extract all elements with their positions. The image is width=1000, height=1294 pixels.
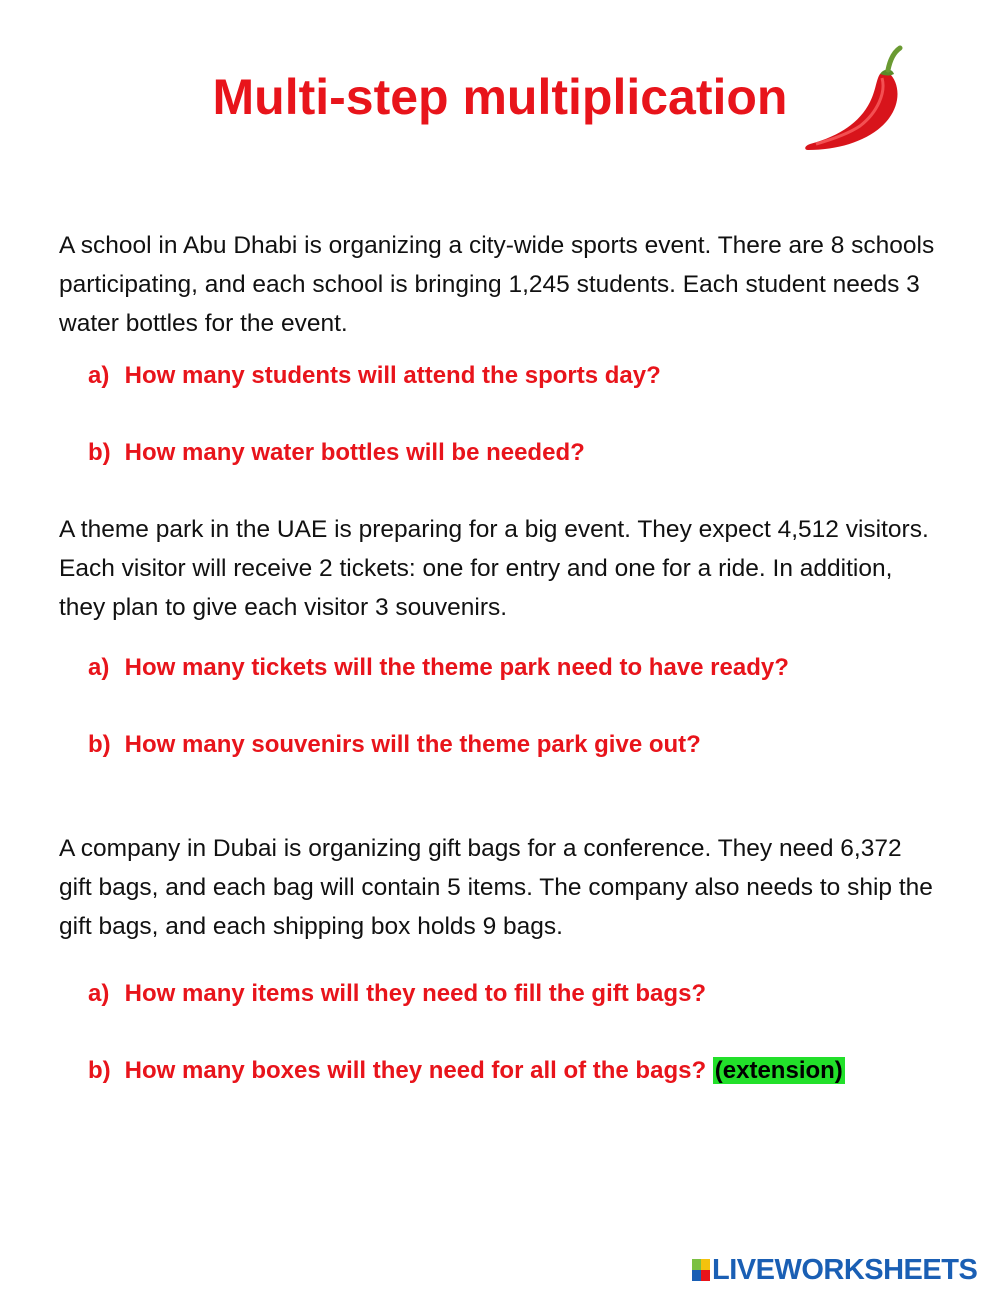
question-text: How many boxes will they need for all of the bags? (124, 1057, 707, 1084)
problem-3-question-b (88, 1055, 845, 1087)
problem-1-question-a (88, 360, 661, 392)
question-text: How many souvenirs will the theme park give out? (124, 731, 701, 758)
extension-badge: (extension) (714, 1057, 843, 1084)
question-text: How many water bottles will be needed? (124, 439, 585, 466)
problem-2-question-a (88, 652, 789, 684)
question-label: b) (88, 1057, 111, 1084)
question-label: b) (88, 439, 111, 466)
question-label: a) (88, 980, 110, 1007)
liveworksheets-logo-icon (692, 1259, 710, 1281)
liveworksheets-logo (692, 1254, 977, 1286)
question-text: How many items will they need to fill the gift bags? (124, 980, 707, 1007)
problem-3-text: A company in Dubai is organizing gift bags for a conference. They need 6,372 gift bags, and each bag will contain 5 items. The company also needs to ship the gift bags, and each shipping box holds 9 bags. (59, 835, 933, 940)
title-text: Multi-step multiplication (212, 69, 788, 125)
question-label: b) (88, 731, 111, 758)
problem-2-question-b (88, 729, 701, 761)
brand-name: LIVEWORKSHEETS (712, 1253, 978, 1286)
problem-2-text: A theme park in the UAE is preparing for a big event. They expect 4,512 visitors. Each visitor will receive 2 tickets: one for entry and one for a ride. In addition, they plan to give each visitor 3 souvenirs. (59, 516, 929, 621)
chili-pepper-icon (800, 42, 908, 154)
problem-3-question-a (88, 978, 706, 1010)
question-label: a) (88, 654, 110, 681)
question-label: a) (88, 362, 110, 389)
question-text: How many tickets will the theme park need to have ready? (124, 654, 789, 681)
question-text: How many students will attend the sports day? (124, 362, 661, 389)
problem-1-text: A school in Abu Dhabi is organizing a city-wide sports event. There are 8 schools participating, and each school is bringing 1,245 students. Each student needs 3 water bottles for the event. (59, 232, 935, 337)
problem-1-question-b (88, 437, 585, 469)
